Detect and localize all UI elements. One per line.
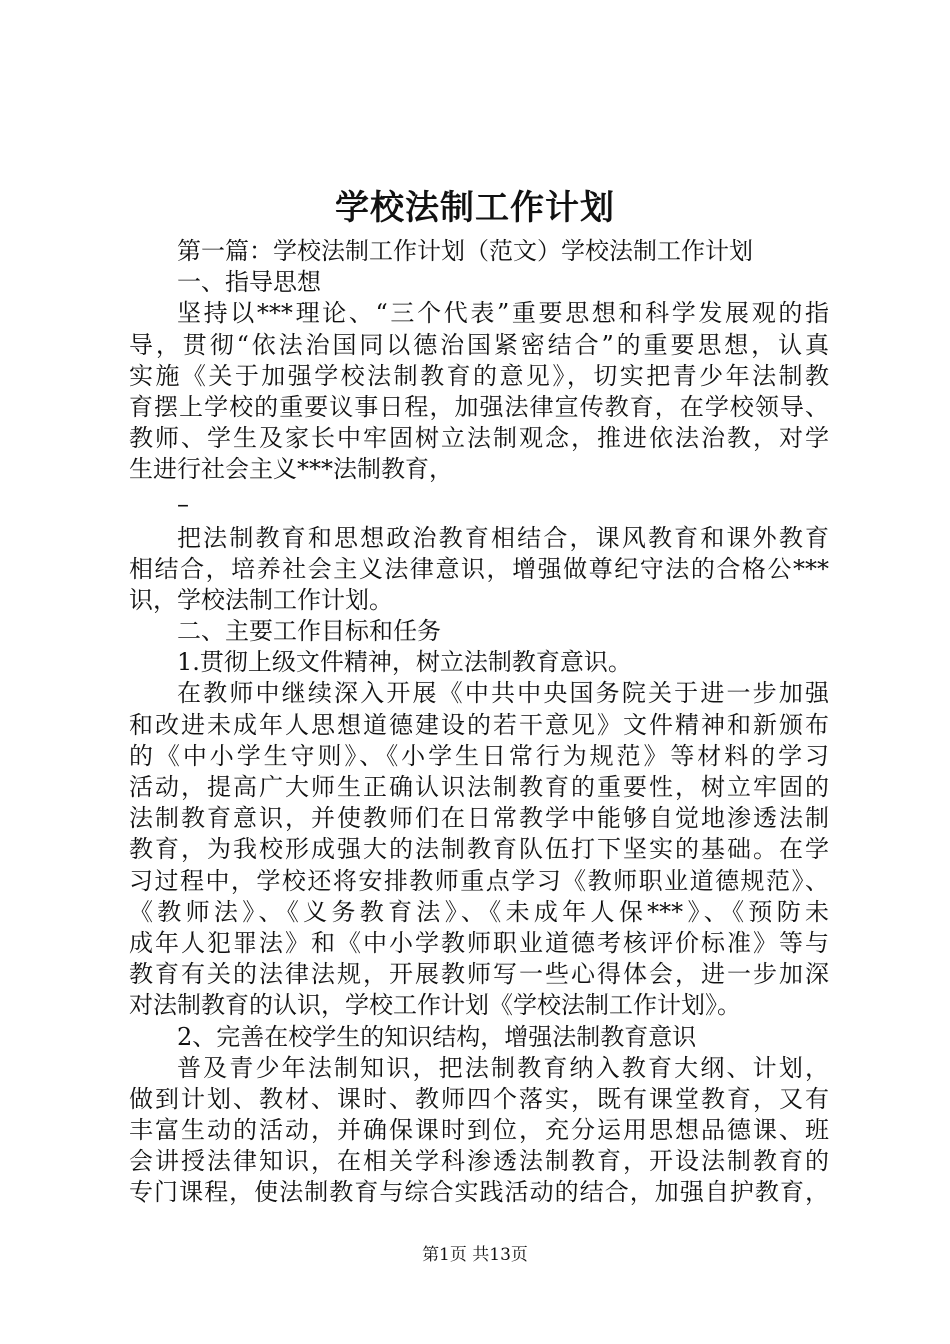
text-line: 和改进未成年人思想道德建设的若干意见》文件精神和新颁布: [129, 710, 829, 739]
page-number: 第1页 共13页: [422, 1245, 528, 1265]
text-line: 导，贯彻“依法治国同以德治国紧密结合”的重要思想，认真: [129, 330, 829, 359]
text-line: 成年人犯罪法》和《中小学教师职业道德考核评价标准》等与: [129, 928, 829, 957]
text-line: 相结合，培养社会主义法律意识，增强做尊纪守法的合格公***: [129, 554, 829, 583]
text-line: 对法制教育的认识，学校工作计划《学校法制工作计划》。: [129, 991, 741, 1020]
text-line: 专门课程，使法制教育与综合实践活动的结合，加强自护教育，: [129, 1178, 829, 1207]
document-body: [129, 236, 829, 1209]
text-line: 第一篇：学校法制工作计划（范文）学校法制工作计划: [177, 237, 753, 265]
text-line: 法制教育意识，并使教师们在日常教学中能够自觉地渗透法制: [129, 804, 829, 833]
text-line: 育摆上学校的重要议事日程，加强法律宣传教育，在学校领导、: [129, 392, 829, 421]
document-title: 学校法制工作计划: [335, 188, 615, 228]
subsection-heading: 1.贯彻上级文件精神，树立法制教育意识。: [177, 648, 632, 677]
text-line: 教育有关的法律法规，开展教师写一些心得体会，进一步加深: [129, 960, 829, 989]
text-line: 实施《关于加强学校法制教育的意见》，切实把青少年法制教: [129, 361, 829, 390]
text-line: 会讲授法律知识，在相关学科渗透法制教育，开设法制教育的: [129, 1147, 829, 1176]
text-line: 生进行社会主义***法制教育，: [129, 455, 453, 484]
text-line: 识，学校法制工作计划。: [129, 585, 393, 614]
text-line: 丰富生动的活动，并确保课时到位，充分运用思想品德课、班: [129, 1116, 829, 1145]
text-line: 教育，为我校形成强大的法制教育队伍打下坚实的基础。在学: [129, 835, 829, 864]
text-line: 把法制教育和思想政治教育相结合，课风教育和课外教育: [177, 523, 829, 552]
text-line: 的《中小学生守则》、《小学生日常行为规范》等材料的学习: [129, 741, 829, 770]
subsection-heading: 2、完善在校学生的知识结构，增强法制教育意识: [177, 1022, 697, 1051]
text-line: 做到计划、教材、课时、教师四个落实，既有课堂教育，又有: [129, 1084, 829, 1113]
section-heading: 一、指导思想: [177, 268, 321, 297]
section-heading: 二、主要工作目标和任务: [177, 617, 441, 646]
text-line: 在教师中继续深入开展《中共中央国务院关于进一步加强: [177, 679, 829, 708]
text-line: 《教师法》、《义务教育法》、《未成年人保***》、《预防未: [129, 897, 829, 926]
dash-separator: –: [177, 489, 189, 518]
text-line: 坚持以***理论、“三个代表”重要思想和科学发展观的指: [177, 299, 829, 328]
text-line: 普及青少年法制知识，把法制教育纳入教育大纲、计划，: [177, 1053, 829, 1082]
text-line: 习过程中，学校还将安排教师重点学习《教师职业道德规范》、: [129, 866, 829, 895]
text-line: 教师、学生及家长中牢固树立法制观念，推进依法治教，对学: [129, 424, 829, 453]
text-line: 活动，提高广大师生正确认识法制教育的重要性，树立牢固的: [129, 773, 829, 801]
